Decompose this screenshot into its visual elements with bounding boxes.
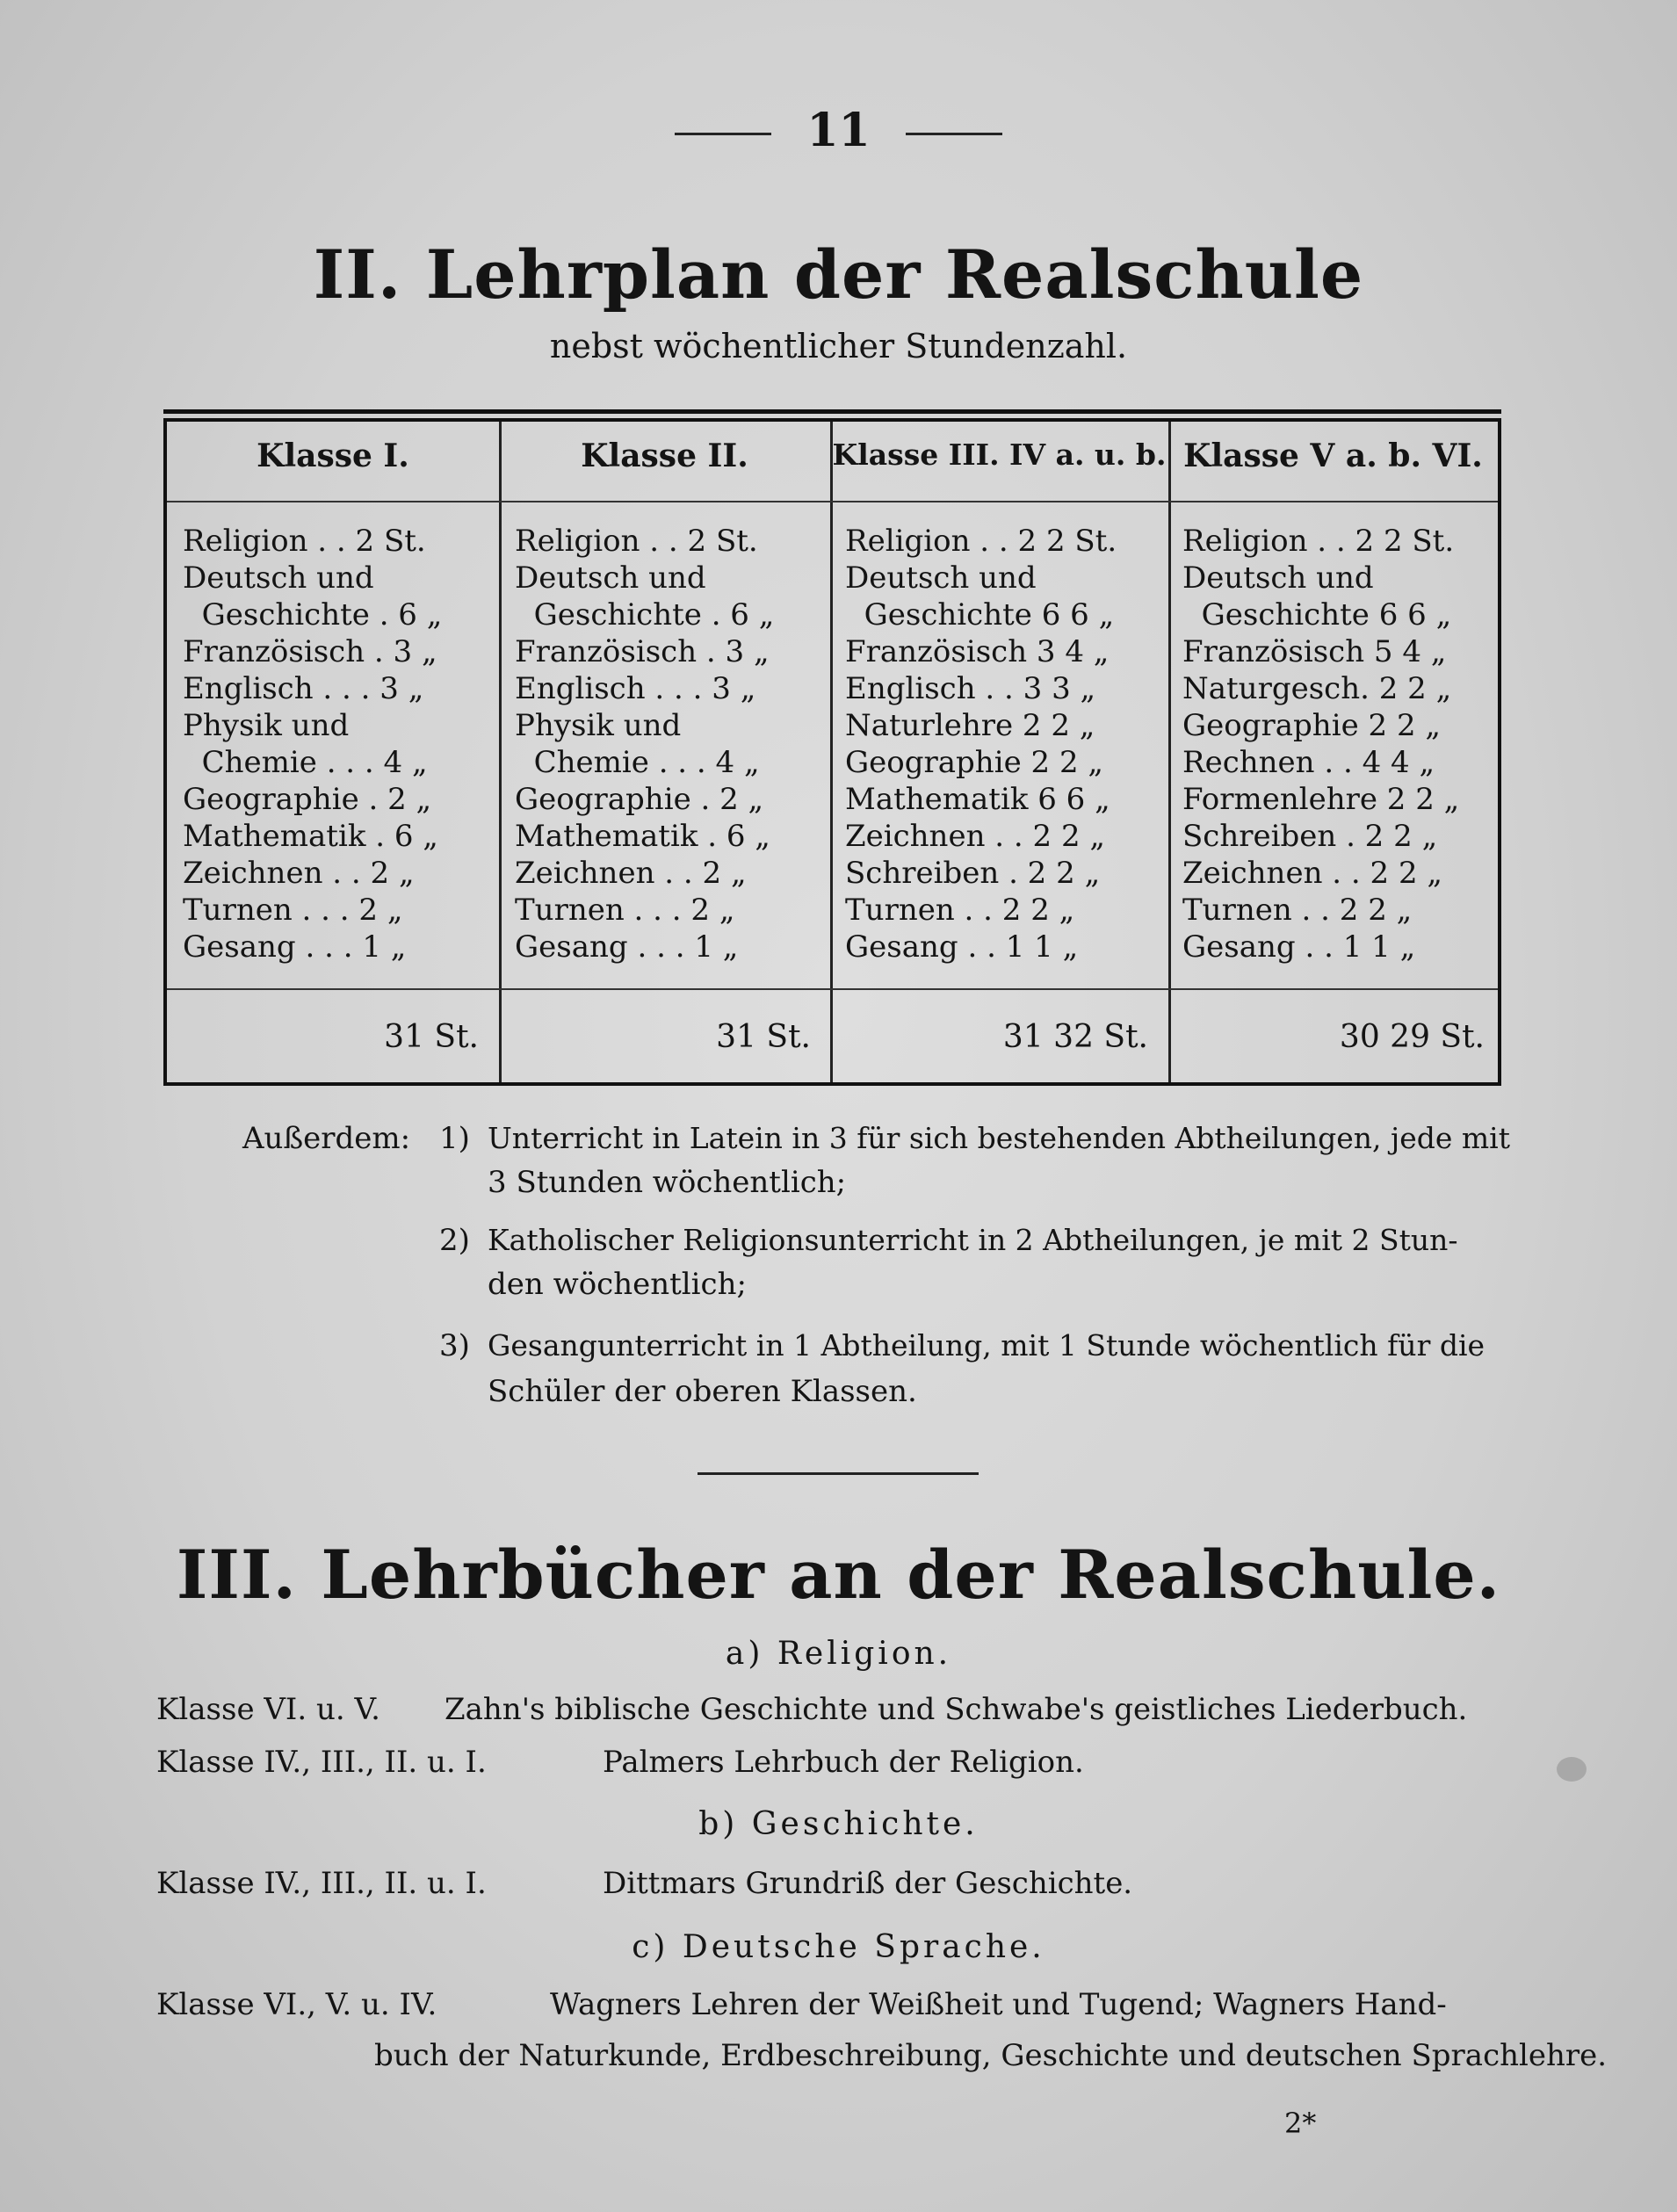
column-total: 31 St. [716, 1019, 811, 1055]
table-cell: Gesang . . . 1 „ [183, 929, 407, 965]
table-cell: Deutsch und [1182, 560, 1374, 596]
table-cell: Mathematik . 6 „ [183, 819, 438, 854]
table-cell: Naturlehre 2 2 „ [845, 708, 1095, 743]
table-cell: Mathematik 6 6 „ [845, 782, 1110, 817]
book-title: Palmers Lehrbuch der Religion. [603, 1745, 1084, 1780]
table-cell: Französisch 3 4 „ [845, 634, 1110, 669]
column-divider [1168, 422, 1171, 1082]
section2-title: II. Lehrplan der Realschule [313, 235, 1364, 314]
table-cell: Religion . . 2 2 St. [1182, 524, 1455, 559]
table-cell: Geschichte . 6 „ [515, 597, 775, 633]
column-divider [830, 422, 833, 1082]
note-text: Katholischer Religionsunterricht in 2 Abtheilungen, je mit 2 Stun- [488, 1223, 1458, 1257]
table-cell: Religion . . 2 2 St. [845, 524, 1117, 559]
table-cell: Geographie . 2 „ [515, 782, 764, 817]
note-number: 1) [439, 1121, 470, 1156]
table-cell: Rechnen . . 4 4 „ [1182, 745, 1435, 780]
section-divider [698, 1472, 979, 1475]
table-cell: Englisch . . . 3 „ [515, 671, 756, 706]
table-cell: Gesang . . 1 1 „ [845, 929, 1079, 965]
table-cell: Zeichnen . . 2 2 „ [845, 819, 1106, 854]
table-cell: Französisch . 3 „ [183, 634, 437, 669]
book-title: Dittmars Grundriß der Geschichte. [603, 1866, 1133, 1901]
table-cell: Turnen . . . 2 „ [515, 893, 735, 928]
table-cell: Religion . . 2 St. [515, 524, 758, 559]
table-cell: Deutsch und [183, 560, 374, 596]
column-total: 31 32 St. [1002, 1019, 1148, 1055]
table-cell: Geographie 2 2 „ [1182, 708, 1441, 743]
section2-subtitle: nebst wöchentlicher Stundenzahl. [549, 327, 1128, 365]
table-cell: Zeichnen . . 2 „ [183, 856, 415, 891]
notes-label: Außerdem: [242, 1121, 411, 1156]
table-cell: Geographie . 2 „ [183, 782, 432, 817]
table-cell: Naturgesch. 2 2 „ [1182, 671, 1452, 706]
subsection-heading-deutsche-sprache: c) Deutsche Sprache. [632, 1929, 1045, 1965]
note-number: 2) [439, 1223, 470, 1258]
signature-mark: 2* [1284, 2107, 1317, 2140]
table-cell: Deutsch und [845, 560, 1037, 596]
table-cell: Englisch . . . 3 „ [183, 671, 424, 706]
right-dash [906, 133, 1002, 135]
note-text: Schüler der oberen Klassen. [488, 1374, 917, 1409]
table-cell: Geschichte 6 6 „ [845, 597, 1115, 633]
table-cell: Chemie . . . 4 „ [183, 745, 428, 780]
note-text: Gesangunterricht in 1 Abtheilung, mit 1 Stunde wöchentlich für die [488, 1328, 1485, 1363]
table-cell: Turnen . . 2 2 „ [1182, 893, 1413, 928]
table-cell: Religion . . 2 St. [183, 524, 426, 559]
table-cell: Englisch . . 3 3 „ [845, 671, 1096, 706]
table-cell: Deutsch und [515, 560, 706, 596]
subsection-heading-religion: a) Religion. [725, 1636, 952, 1672]
page-number [0, 104, 1677, 157]
column-header-klasse-5-6: Klasse V a. b. VI. [1183, 437, 1483, 474]
schedule-table [163, 418, 1501, 1086]
subsection-heading-geschichte: b) Geschichte. [698, 1806, 979, 1842]
header-rule [167, 501, 1498, 502]
table-cell: Geschichte . 6 „ [183, 597, 443, 633]
column-header-klasse-1: Klasse I. [257, 437, 409, 474]
table-cell: Turnen . . 2 2 „ [845, 893, 1075, 928]
column-divider [499, 422, 502, 1082]
book-title: Zahn's biblische Geschichte und Schwabe's geistliches Liederbuch. [445, 1692, 1468, 1727]
column-header-klasse-3-4: Klasse III. IV a. u. b. [832, 437, 1167, 472]
book-title: Wagners Lehren der Weißheit und Tugend; Wagners Hand- [550, 1987, 1447, 2022]
table-top-rule [163, 409, 1501, 414]
column-total: 30 29 St. [1339, 1019, 1485, 1055]
left-dash [675, 133, 771, 135]
table-cell: Schreiben . 2 2 „ [845, 856, 1101, 891]
table-cell: Formenlehre 2 2 „ [1182, 782, 1460, 817]
column-header-klasse-2: Klasse II. [581, 437, 748, 474]
table-cell: Geographie 2 2 „ [845, 745, 1103, 780]
book-classes: Klasse IV., III., II. u. I. [156, 1745, 487, 1780]
note-text: Unterricht in Latein in 3 für sich bestehenden Abtheilungen, jede mit [488, 1121, 1510, 1155]
total-rule [167, 988, 1498, 990]
book-title: buch der Naturkunde, Erdbeschreibung, Geschichte und deutschen Sprachlehre. [374, 2038, 1608, 2073]
table-cell: Französisch 5 4 „ [1182, 634, 1447, 669]
note-text: 3 Stunden wöchentlich; [488, 1165, 847, 1200]
note-text: den wöchentlich; [488, 1267, 747, 1302]
table-cell: Französisch . 3 „ [515, 634, 770, 669]
book-classes: Klasse IV., III., II. u. I. [156, 1866, 487, 1901]
table-cell: Zeichnen . . 2 2 „ [1182, 856, 1443, 891]
table-cell: Geschichte 6 6 „ [1182, 597, 1452, 633]
note-number: 3) [439, 1328, 470, 1363]
table-cell: Gesang . . . 1 „ [515, 929, 739, 965]
table-cell: Turnen . . . 2 „ [183, 893, 403, 928]
table-cell: Physik und [183, 708, 350, 743]
page-number-text: 11 [806, 104, 871, 157]
table-cell: Physik und [515, 708, 682, 743]
table-cell: Mathematik . 6 „ [515, 819, 770, 854]
table-cell: Schreiben . 2 2 „ [1182, 819, 1438, 854]
table-cell: Gesang . . 1 1 „ [1182, 929, 1416, 965]
table-cell: Chemie . . . 4 „ [515, 745, 760, 780]
table-cell: Zeichnen . . 2 „ [515, 856, 747, 891]
column-total: 31 St. [384, 1019, 479, 1055]
book-classes: Klasse VI. u. V. [156, 1692, 380, 1727]
book-classes: Klasse VI., V. u. IV. [156, 1987, 437, 2022]
section3-title: III. Lehrbücher an der Realschule. [176, 1536, 1501, 1614]
ink-smudge [1557, 1757, 1587, 1782]
